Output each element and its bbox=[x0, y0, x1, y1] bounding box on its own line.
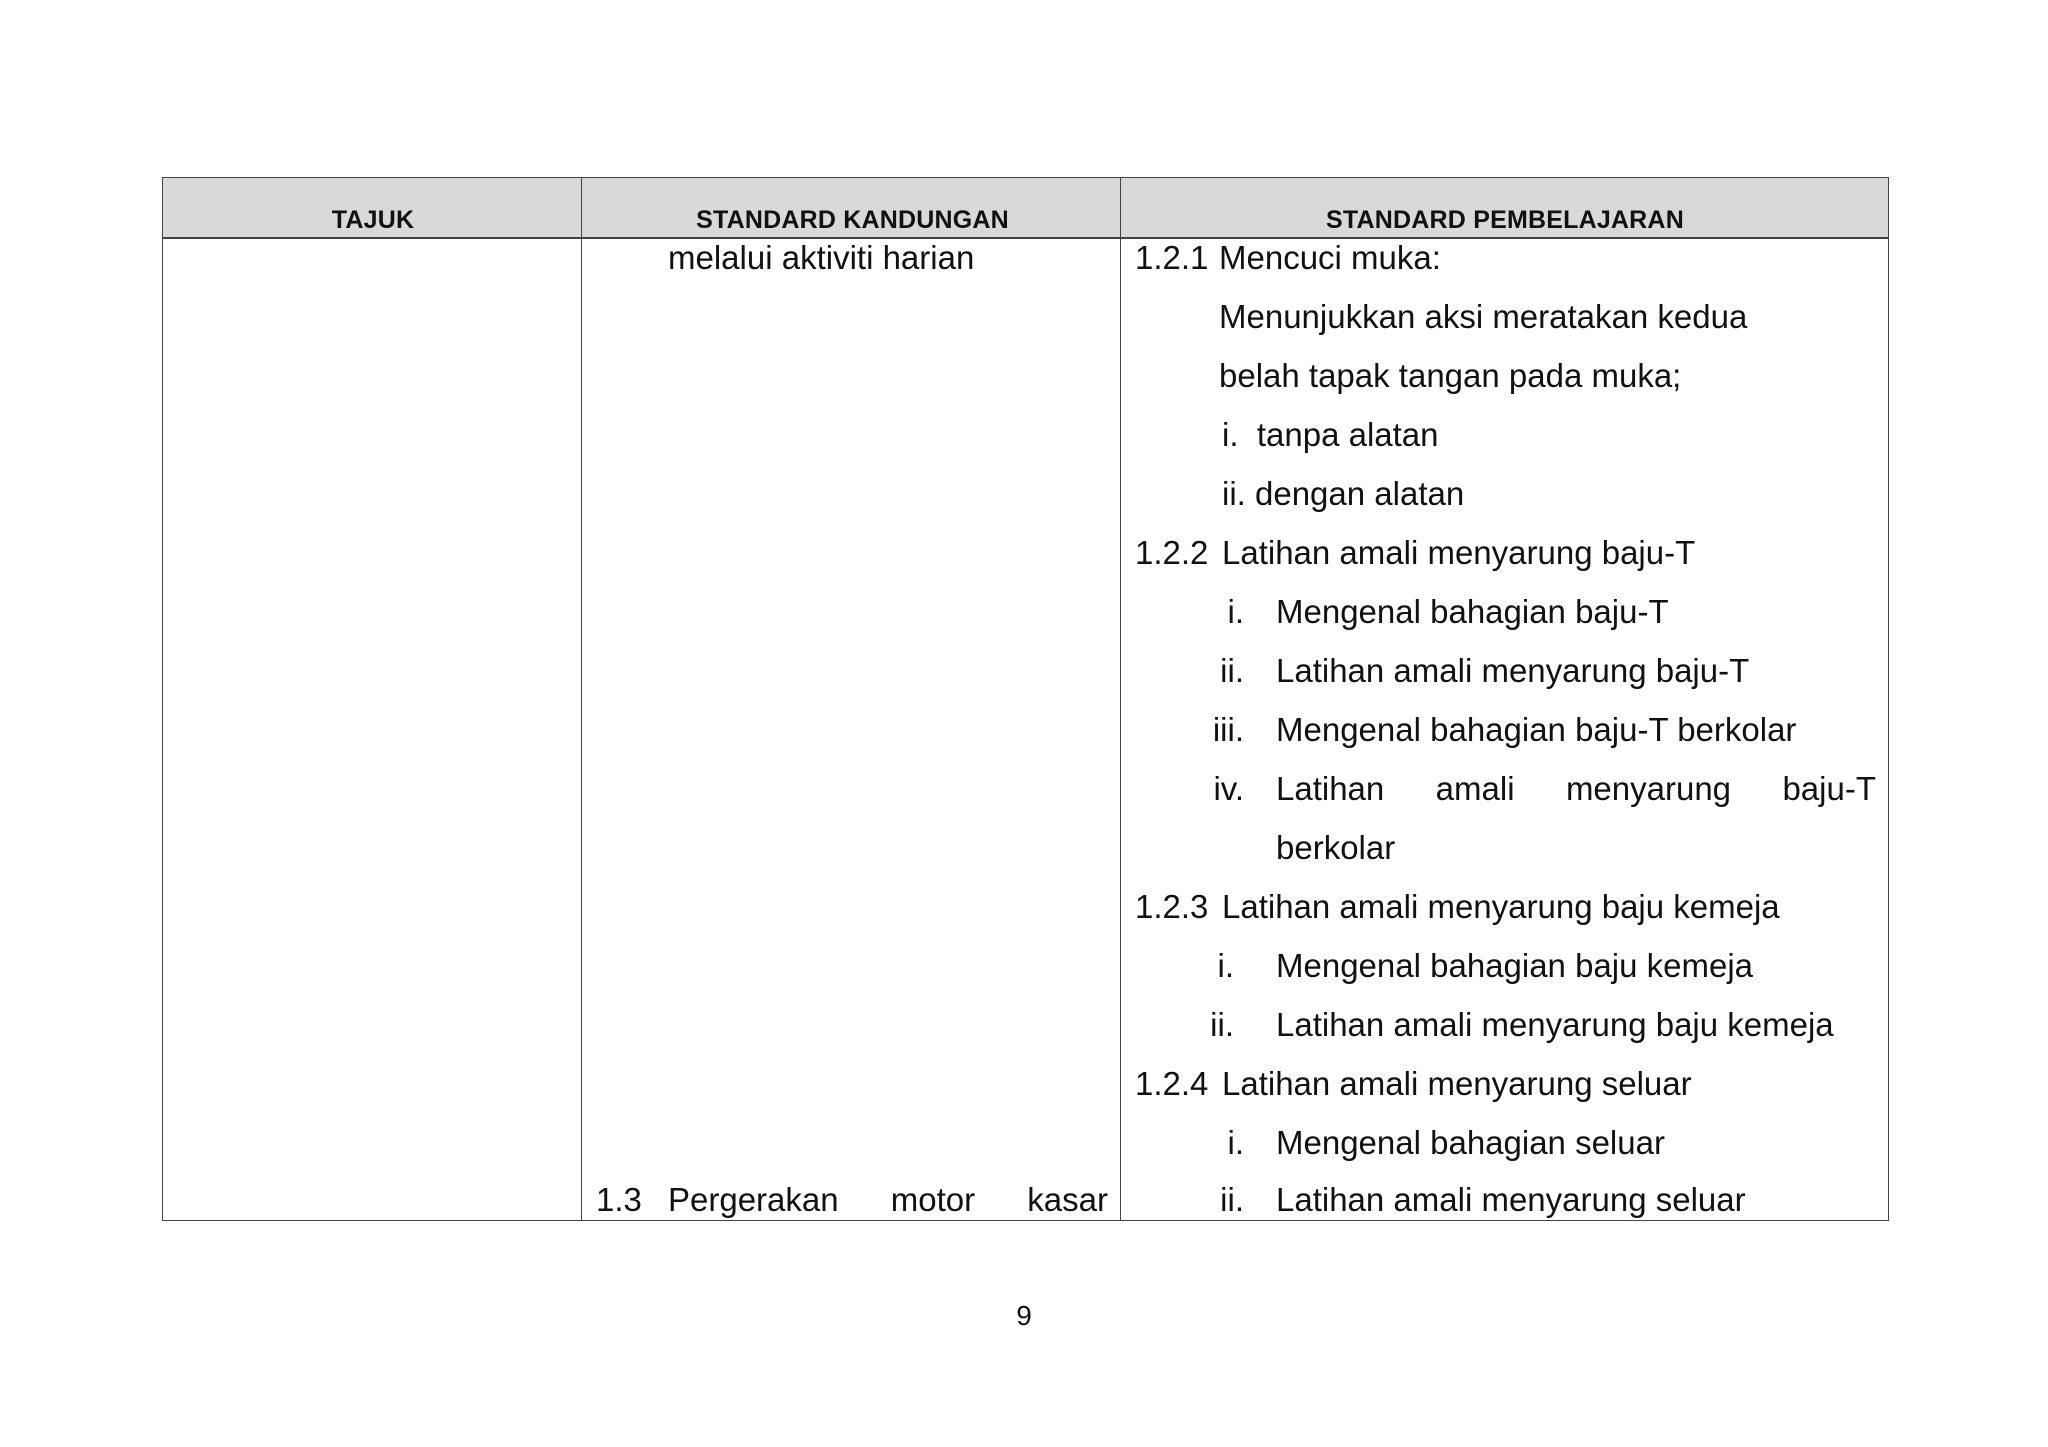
list-item-number: iv. bbox=[1213, 770, 1244, 807]
header-standard-pembelajaran: STANDARD PEMBELAJARAN bbox=[1326, 206, 1684, 234]
list-item-text: Mengenal bahagian baju-T berkolar bbox=[1276, 711, 1797, 748]
section-number: 1.2.3 bbox=[1135, 888, 1209, 925]
column-divider bbox=[581, 177, 582, 1221]
list-item-text: Mengenal bahagian baju kemeja bbox=[1276, 947, 1754, 984]
list-item-text: Latihan amali menyarung seluar bbox=[1276, 1181, 1746, 1218]
list-item: i. tanpa alatan bbox=[1222, 416, 1439, 453]
list-item-number: iii. bbox=[1212, 711, 1244, 748]
list-item-number: ii. bbox=[1220, 1181, 1244, 1218]
list-item-text bbox=[1276, 769, 1876, 809]
word: baju-T bbox=[1782, 770, 1876, 807]
kandungan-word: kasar bbox=[1027, 1181, 1108, 1218]
header-tajuk: TAJUK bbox=[331, 206, 415, 234]
section-title: Latihan amali menyarung baju-T bbox=[1222, 534, 1696, 571]
kandungan-item-number: 1.3 bbox=[596, 1181, 642, 1218]
section-number: 1.2.1 bbox=[1135, 239, 1209, 276]
section-number: 1.2.4 bbox=[1135, 1065, 1209, 1102]
list-item-number: i. bbox=[1227, 593, 1244, 630]
kandungan-word: motor bbox=[890, 1181, 976, 1218]
list-item-text: Mengenal bahagian baju-T bbox=[1276, 593, 1669, 630]
list-item-continuation: berkolar bbox=[1276, 829, 1396, 866]
section-title: Mencuci muka: bbox=[1219, 239, 1441, 276]
kandungan-continuation: melalui aktiviti harian bbox=[668, 239, 975, 276]
kandungan-word: Pergerakan bbox=[668, 1181, 839, 1218]
section-body-line: belah tapak tangan pada muka; bbox=[1219, 357, 1682, 394]
header-standard-kandungan: STANDARD KANDUNGAN bbox=[696, 206, 1009, 234]
section-title: Latihan amali menyarung seluar bbox=[1222, 1065, 1692, 1102]
table-header-row bbox=[162, 177, 1889, 239]
list-item-number: i. bbox=[1227, 1124, 1244, 1161]
list-item-number: ii. bbox=[1220, 652, 1244, 689]
list-item: ii. dengan alatan bbox=[1222, 475, 1465, 512]
list-item-text: Latihan amali menyarung baju-T bbox=[1276, 652, 1750, 689]
list-item-text: Mengenal bahagian seluar bbox=[1276, 1124, 1665, 1161]
list-item-text: Latihan amali menyarung baju kemeja bbox=[1276, 1006, 1834, 1043]
kandungan-item-title bbox=[668, 1180, 1108, 1220]
section-number: 1.2.2 bbox=[1135, 534, 1209, 571]
word: amali bbox=[1435, 770, 1515, 807]
column-divider bbox=[1120, 177, 1121, 1221]
list-item-number: i. bbox=[1217, 947, 1234, 984]
word: Latihan bbox=[1276, 770, 1385, 807]
section-body-line: Menunjukkan aksi meratakan kedua bbox=[1219, 298, 1748, 335]
section-title: Latihan amali menyarung baju kemeja bbox=[1222, 888, 1780, 925]
word: menyarung bbox=[1565, 770, 1732, 807]
page-number: 9 bbox=[1016, 1300, 1032, 1331]
list-item-number: ii. bbox=[1210, 1006, 1234, 1043]
